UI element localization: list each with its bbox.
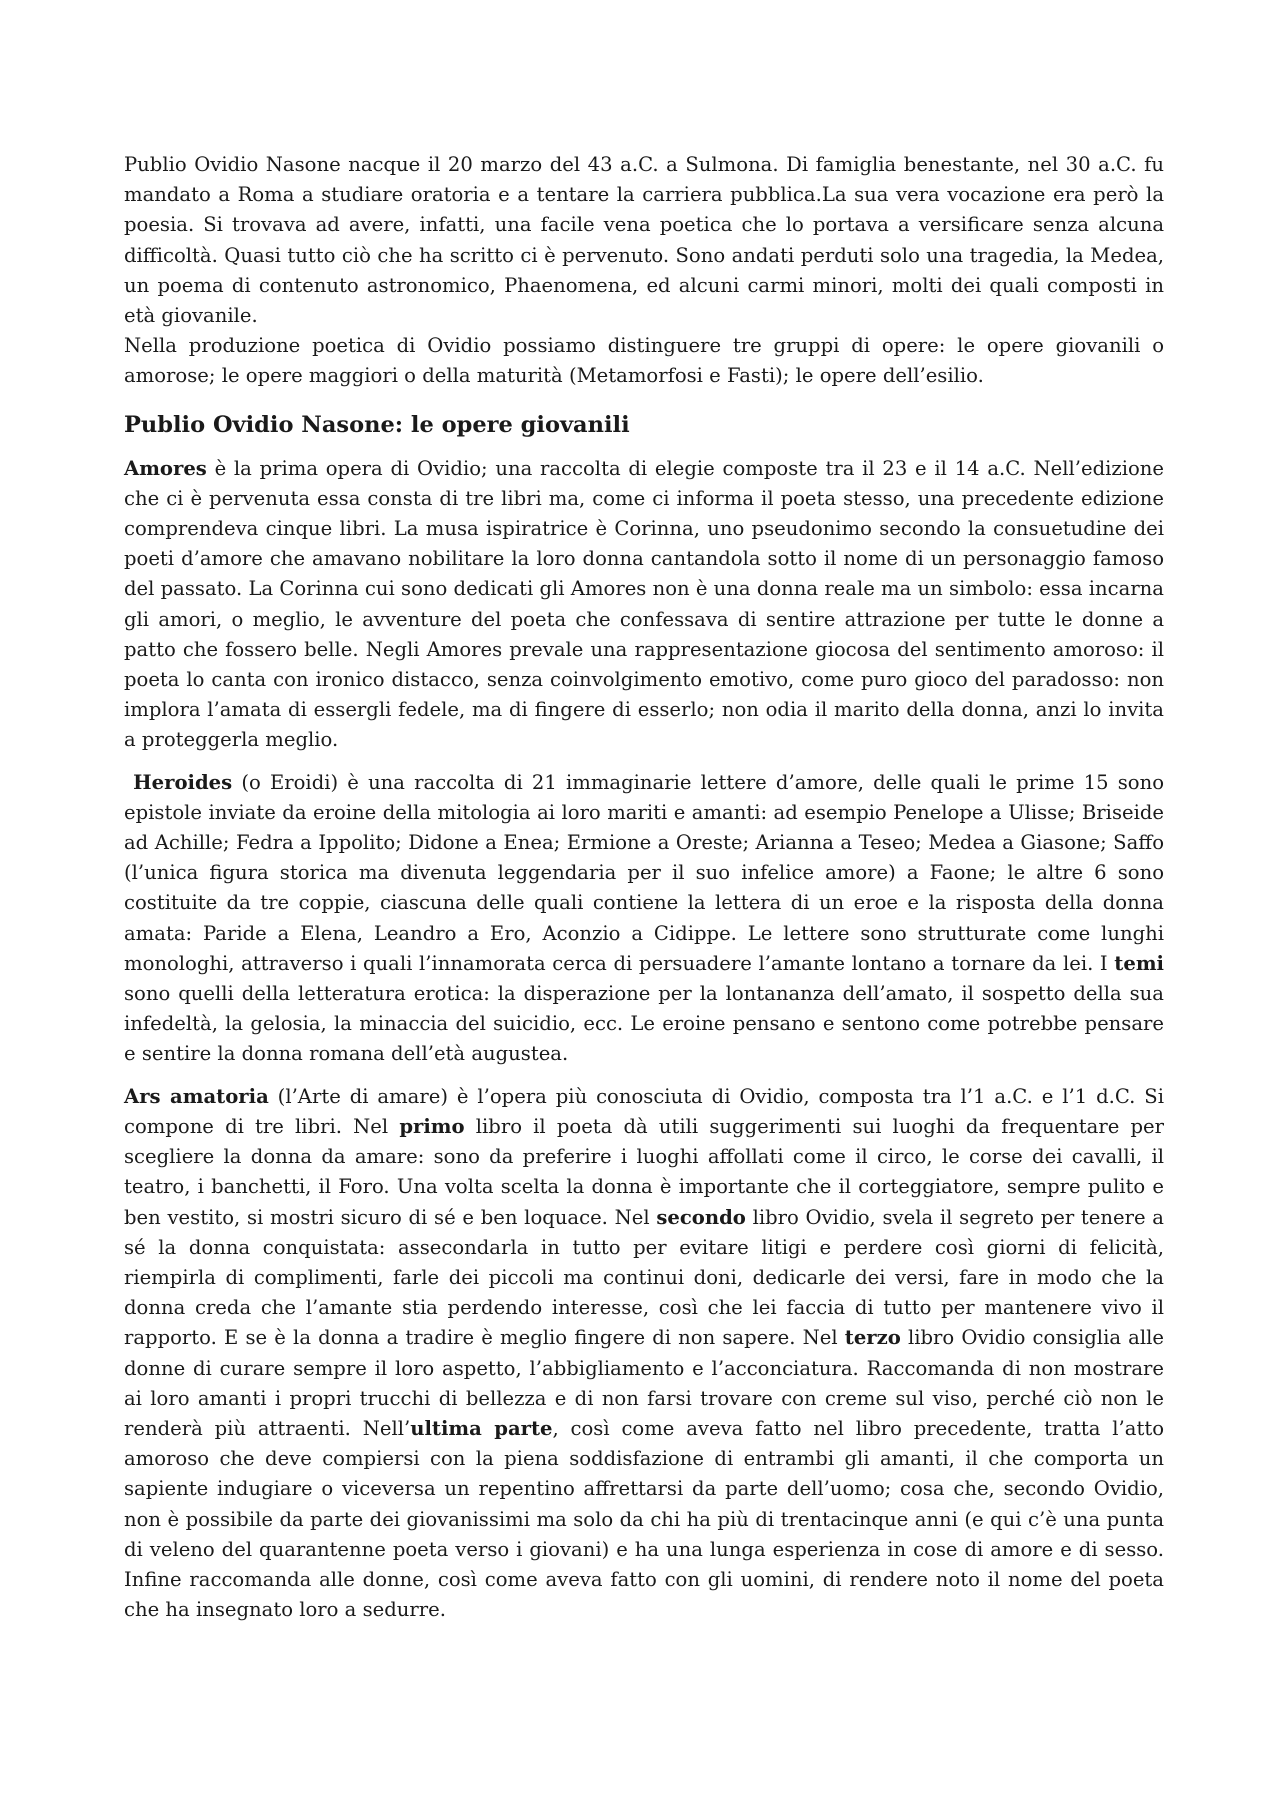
ars-primo: primo — [399, 1114, 465, 1138]
ars-text-c: libro Ovidio, svela il segreto per tenere a sé la donna conquistata: assecondarla in tutto per evitare litigi e perdere così giorni di felicità, riempirla di complimenti, farle dei piccoli ma continui doni, dedicarle dei versi, fare in modo che la donna creda che l’amante stia perdendo interesse, così che lei faccia di tutto per mantenere vivo il rapporto. E se è la donna a tradire è meglio fingere di non sapere. Nel — [124, 1205, 1164, 1350]
section-heading: Publio Ovidio Nasone: le opere giovanili — [124, 411, 630, 438]
heroides-text-b: sono quelli della letteratura erotica: la disperazione per la lontananza dell’amato, il sospetto della sua infedeltà, la gelosia, la minaccia del suicidio, ecc. Le eroine pensano e sentono come potrebbe pensare e sentire la donna romana dell’età augustea. — [124, 982, 1164, 1066]
ars-title: Ars amatoria — [124, 1084, 269, 1108]
heroides-text-a: (o Eroidi) è una raccolta di 21 immaginarie lettere d’amore, delle quali le prime 15 sono epistole inviate da eroine della mitologia ai loro mariti e amanti: ad esempio Penelope a Ulisse; Briseide ad Achille; Fedra a Ippolito; Didone a Enea; Ermione a Oreste; Arianna a Teseo; Medea a Giasone; Saffo (l’unica figura storica ma divenuta leggendaria per il suo infelice amore) a Faone; le altre 6 sono costituite da tre coppie, ciascuna delle quali contiene la lettera di un eroe e la risposta della donna amata: Paride a Elena, Leandro a Ero, Aconzio a Cidippe. Le lettere sono strutturate come lunghi monologhi, attraverso i quali l’innamorata cerca di persuadere l’amante lontano a tornare da lei. I — [124, 770, 1164, 975]
amores-title: Amores — [124, 456, 207, 480]
ars-secondo: secondo — [656, 1205, 746, 1229]
heroides-paragraph — [124, 768, 1164, 1070]
amores-paragraph — [124, 454, 1164, 756]
intro-groups-text: Nella produzione poetica di Ovidio possiamo distinguere tre gruppi di opere: le opere giovanili o amorose; le opere maggiori o della maturità (Metamorfosi e Fasti); le opere dell’esilio. — [124, 334, 1164, 388]
ars-text-a: (l’Arte di amare) è l’opera più conosciuta di Ovidio, composta tra l’1 a.C. e l’1 d.C. Si compone di tre libri. Nel — [124, 1084, 1164, 1138]
intro-paragraph — [124, 150, 1164, 392]
amores-text: è la prima opera di Ovidio; una raccolta di elegie composte tra il 23 e il 14 a.C. Nell’edizione che ci è pervenuta essa consta di tre libri ma, come ci informa il poeta stesso, una precedente edizione comprendeva cinque libri. La musa ispiratrice è Corinna, uno pseudonimo secondo la consuetudine dei poeti d’amore che amavano nobilitare la loro donna cantandola sotto il nome di un personaggio famoso del passato. La Corinna cui sono dedicati gli Amores non è una donna reale ma un simbolo: essa incarna gli amori, o meglio, le avventure del poeta che confessava di sentire attrazione per tutte le donne a patto che fossero belle. Negli Amores prevale una rappresentazione giocosa del sentimento amoroso: il poeta lo canta con ironico distacco, senza coinvolgimento emotivo, come puro gioco del paradosso: non implora l’amata di essergli fedele, ma di fingere di esserlo; non odia il marito della donna, anzi lo invita a proteggerla meglio. — [124, 456, 1164, 752]
ars-text-b: libro il poeta dà utili suggerimenti sui luoghi da frequentare per scegliere la donna da amare: sono da preferire i luoghi affollati come il circo, le corse dei cavalli, il teatro, i banchetti, il Foro. Una volta scelta la donna è importante che il corteggiatore, sempre pulito e ben vestito, si mostri sicuro di sé e ben loquace. Nel — [124, 1114, 1164, 1229]
intro-text: Publio Ovidio Nasone nacque il 20 marzo del 43 a.C. a Sulmona. Di famiglia benestante, nel 30 a.C. fu mandato a Roma a studiare oratoria e a tentare la carriera pubblica.La sua vera vocazione era però la poesia. Si trovava ad avere, infatti, una facile vena poetica che lo portava a versificare senza alcuna difficoltà. Quasi tutto ciò che ha scritto ci è pervenuto. Sono andati perduti solo una tragedia, la Medea, un poema di contenuto astronomico, Phaenomena, ed alcuni carmi minori, molti dei quali composti in età giovanile. — [124, 153, 1164, 328]
ars-text-e: , così come aveva fatto nel libro precedente, tratta l’atto amoroso che deve compiersi con la piena soddisfazione di entrambi gli amanti, il che comporta un sapiente indugiare o viceversa un repentino affrettarsi da parte dell’uomo; cosa che, secondo Ovidio, non è possibile da parte dei giovanissimi ma solo da chi ha più di trentacinque anni (e qui c’è una punta di veleno del quarantenne poeta verso i giovani) e ha una lunga esperienza in cose di amore e di sesso. Infine raccomanda alle donne, così come aveva fatto con gli uomini, di rendere noto il nome del poeta che ha insegnato loro a sedurre. — [124, 1416, 1165, 1622]
ars-terzo: terzo — [844, 1326, 901, 1350]
heroides-title: Heroides — [133, 770, 233, 794]
ars-text-d: libro Ovidio consiglia alle donne di curare sempre il loro aspetto, l’abbigliamento e l’acconciatura. Raccomanda di non mostrare ai loro amanti i propri trucchi di bellezza e di non farsi trovare con creme sul viso, perché ciò non le renderà più attraenti. Nell’ — [124, 1326, 1164, 1440]
document-page — [124, 150, 1164, 1625]
ars-ultima-parte: ultima parte — [410, 1416, 553, 1440]
ars-paragraph — [124, 1082, 1164, 1626]
heroides-temi: temi — [1114, 951, 1164, 975]
